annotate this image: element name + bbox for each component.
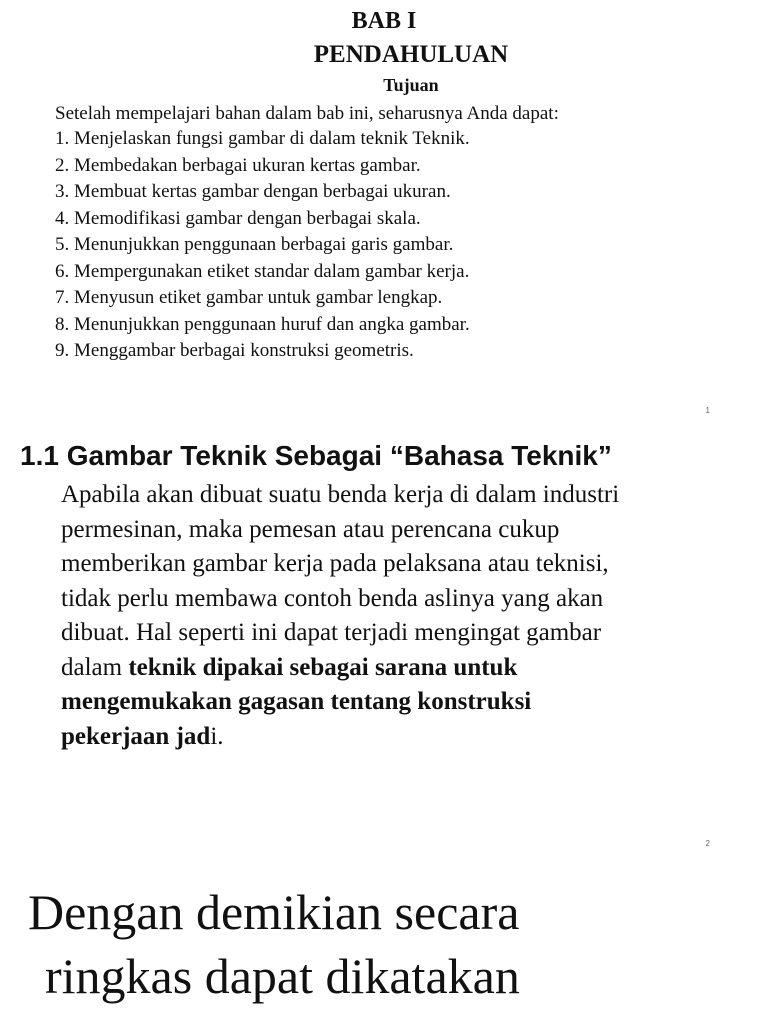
body-prefix: dalam <box>61 653 129 681</box>
body-line: tidak perlu membawa contoh benda aslinya yang akan <box>61 584 604 612</box>
text-line: Dengan demikian secara <box>28 884 520 940</box>
list-item: 1. Menjelaskan fungsi gambar di dalam teknik Teknik. <box>55 128 470 149</box>
body-line: memberikan gambar kerja pada pelaksana atau teknisi, <box>61 550 609 577</box>
section-heading: Tujuan <box>383 75 439 95</box>
list-item: 6. Mempergunakan etiket standar dalam gambar kerja. <box>55 260 470 282</box>
intro-text: Setelah mempelajari bahan dalam bab ini, seharusnya Anda dapat: <box>55 103 559 124</box>
page-number: 1 <box>705 406 710 415</box>
list-item: 2. Membedakan berbagai ukuran kertas gambar. <box>55 154 421 176</box>
page-number: 2 <box>705 839 710 848</box>
list-item: 3. Membuat kertas gambar dengan berbagai ukuran. <box>55 181 451 202</box>
chapter-title: BAB I <box>351 8 417 34</box>
objectives-list <box>55 126 470 365</box>
body-suffix: i. <box>210 722 224 750</box>
body-line: Apabila akan dibuat suatu benda kerja di dalam industri <box>61 481 620 508</box>
text-line: ringkas dapat dikatakan <box>45 948 520 1004</box>
slide-2 <box>0 420 768 852</box>
bold-phrase: mengemukakan gagasan tentang konstruksi <box>61 688 532 715</box>
list-item: 7. Menyusun etiket gambar untuk gambar lengkap. <box>55 287 443 308</box>
bold-phrase: pekerjaan jad <box>61 722 211 750</box>
bold-phrase: teknik dipakai sebagai sarana untuk <box>128 653 518 681</box>
slide-3 <box>0 852 768 1024</box>
chapter-subtitle: PENDAHULUAN <box>313 41 509 68</box>
body-line: permesinan, maka pemesan atau perencana cukup <box>61 515 560 543</box>
list-item: 8. Menunjukkan penggunaan huruf dan angka gambar. <box>55 313 470 335</box>
list-item: 4. Memodifikasi gambar dengan berbagai skala. <box>55 207 421 229</box>
slide-3-text <box>28 880 520 1008</box>
list-item: 9. Menggambar berbagai konstruksi geometris. <box>55 340 414 361</box>
slide-1 <box>0 0 768 420</box>
list-item: 5. Menunjukkan penggunaan berbagai garis gambar. <box>55 234 454 255</box>
body-line: dibuat. Hal seperti ini dapat terjadi mengingat gambar <box>61 619 602 646</box>
body-paragraph <box>61 478 721 754</box>
section-title: 1.1 Gambar Teknik Sebagai “Bahasa Teknik” <box>20 440 612 471</box>
